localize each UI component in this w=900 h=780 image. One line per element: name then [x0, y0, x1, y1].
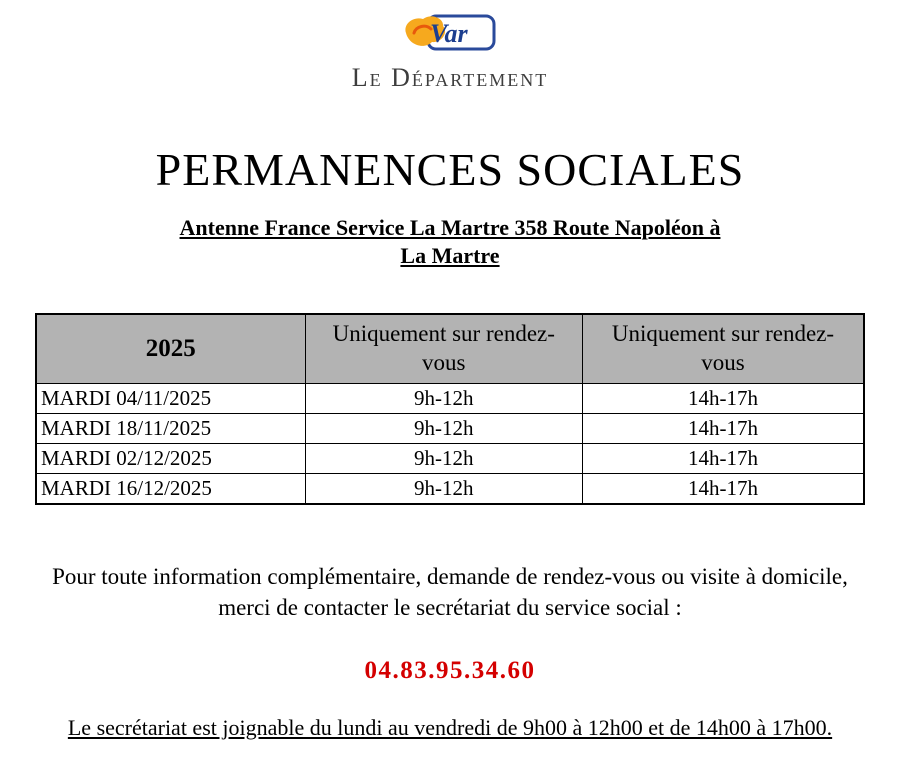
afternoon-cell: 14h-17h [582, 443, 864, 473]
afternoon-cell: 14h-17h [582, 383, 864, 413]
afternoon-cell: 14h-17h [582, 473, 864, 504]
var-logo-icon [400, 12, 500, 56]
address-line-2: La Martre [400, 242, 500, 268]
date-cell: MARDI 18/11/2025 [36, 413, 305, 443]
footer-note: Le secrétariat est joignable du lundi au vendredi de 9h00 à 12h00 et de 14h00 à 17h00. [67, 714, 833, 740]
morning-cell: 9h-12h [305, 473, 582, 504]
morning-cell: 9h-12h [305, 383, 582, 413]
logo-brand-text: Var [430, 19, 468, 48]
header-year: 2025 [36, 314, 305, 383]
table-row [36, 383, 864, 413]
table-row [36, 443, 864, 473]
table-row [36, 413, 864, 443]
logo-caption: Le Département [351, 63, 549, 92]
header-afternoon: Uniquement sur rendez-vous [582, 314, 864, 383]
logo [0, 0, 900, 93]
schedule-table [35, 313, 865, 505]
header-morning: Uniquement sur rendez-vous [305, 314, 582, 383]
date-cell: MARDI 04/11/2025 [36, 383, 305, 413]
address-subtitle [70, 214, 830, 269]
morning-cell: 9h-12h [305, 443, 582, 473]
morning-cell: 9h-12h [305, 413, 582, 443]
phone-number: 04.83.95.34.60 [364, 656, 536, 684]
table-header-row [36, 314, 864, 383]
table-row [36, 473, 864, 504]
address-line-1: Antenne France Service La Martre 358 Route Napoléon à [179, 215, 721, 240]
date-cell: MARDI 02/12/2025 [36, 443, 305, 473]
info-paragraph: Pour toute information complémentaire, demande de rendez-vous ou visite à domicile, merci de contacter le secrétariat du service social : [52, 563, 848, 620]
date-cell: MARDI 16/12/2025 [36, 473, 305, 504]
page-title: PERMANENCES SOCIALES [155, 144, 745, 195]
afternoon-cell: 14h-17h [582, 413, 864, 443]
